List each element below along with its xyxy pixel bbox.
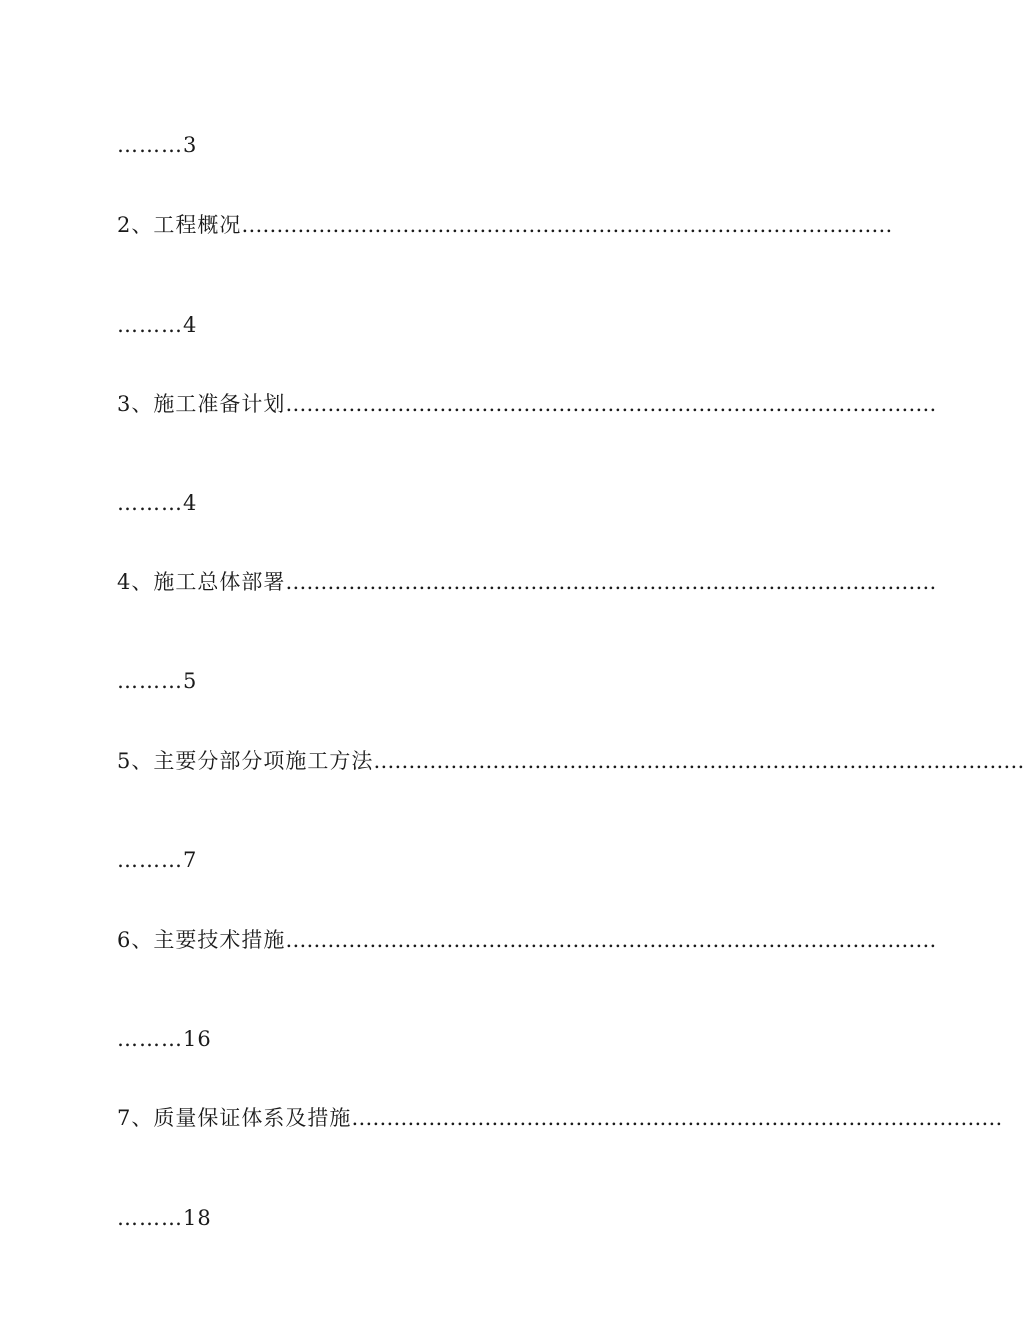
toc-page-ref: ………16 [117,1027,212,1051]
toc-page-ref: ………4 [117,313,198,337]
toc-entry[interactable] [117,210,893,240]
toc-entry[interactable] [117,567,937,597]
toc-entry-title: 6、主要技术措施 [117,928,286,952]
toc-page-ref: ………5 [117,669,198,693]
toc-entry[interactable] [117,389,937,419]
toc-leader-dots: ………………………………………………………………………………… [285,570,937,594]
toc-continuation-line [117,845,197,875]
toc-entry-title: 3、施工准备计划 [117,392,286,416]
toc-continuation-line [117,130,197,160]
toc-continuation-line [117,1024,212,1054]
toc-entry[interactable] [117,746,1024,776]
toc-entry-title: 2、工程概况 [117,213,242,237]
toc-continuation-line [117,666,197,696]
toc-entry-title: 4、施工总体部署 [117,570,286,594]
toc-leader-dots: ………………………………………………………………………………… [285,392,937,416]
toc-page-ref: ………18 [117,1206,212,1230]
toc-page-ref: ………4 [117,491,198,515]
toc-leader-dots: ………………………………………………………………………………… [241,213,893,237]
toc-continuation-line [117,1203,212,1233]
toc-entry-title: 7、质量保证体系及措施 [117,1106,352,1130]
toc-continuation-line [117,310,197,340]
toc-page-ref: ………3 [117,133,198,157]
toc-continuation-line [117,488,197,518]
toc-entry[interactable] [117,1103,1003,1133]
toc-entry[interactable] [117,925,937,955]
toc-leader-dots: ………………………………………………………………………………… [285,928,937,952]
toc-entry-title: 5、主要分部分项施工方法 [117,749,374,773]
toc-leader-dots: ………………………………………………………………………………… [373,749,1024,773]
toc-page-ref: ………7 [117,848,198,872]
toc-leader-dots: ………………………………………………………………………………… [351,1106,1003,1130]
